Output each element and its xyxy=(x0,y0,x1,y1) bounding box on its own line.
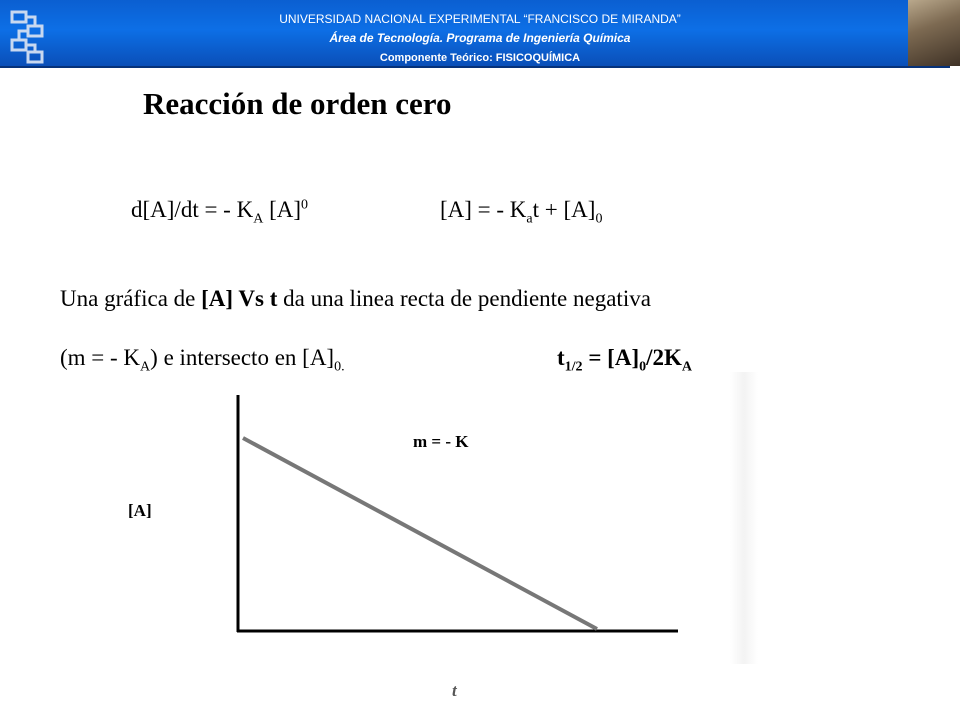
slope-label: m = - K xyxy=(413,432,469,451)
y-axis-label: [A] xyxy=(128,501,152,520)
half-life-equation: $t_{1/2} = [A]_0/2K_A$ xyxy=(557,345,693,375)
description-line-2: (m = - $K_A$) e intersecto en $[A]_{0.}$ xyxy=(60,345,345,375)
integrated-equation: [A] = - $K_at + [A]_0$ xyxy=(440,197,603,227)
x-axis-label: t xyxy=(452,681,457,700)
concentration-line xyxy=(243,438,597,629)
university-name: UNIVERSIDAD NACIONAL EXPERIMENTAL “FRANCISCO DE MIRANDA” xyxy=(279,12,681,26)
page-title: Reacción de orden cero xyxy=(143,86,452,121)
description-line-1: Una gráfica de [A] Vs t da una linea recta de pendiente negativa xyxy=(60,286,651,311)
program-name: Área de Tecnología. Programa de Ingeniería Química xyxy=(329,31,631,45)
rate-equation: d[A]/dt = - $K_A$ $[A]^0$ xyxy=(131,197,309,227)
component-name: Componente Teórico: FISICOQUÍMICA xyxy=(379,52,581,64)
